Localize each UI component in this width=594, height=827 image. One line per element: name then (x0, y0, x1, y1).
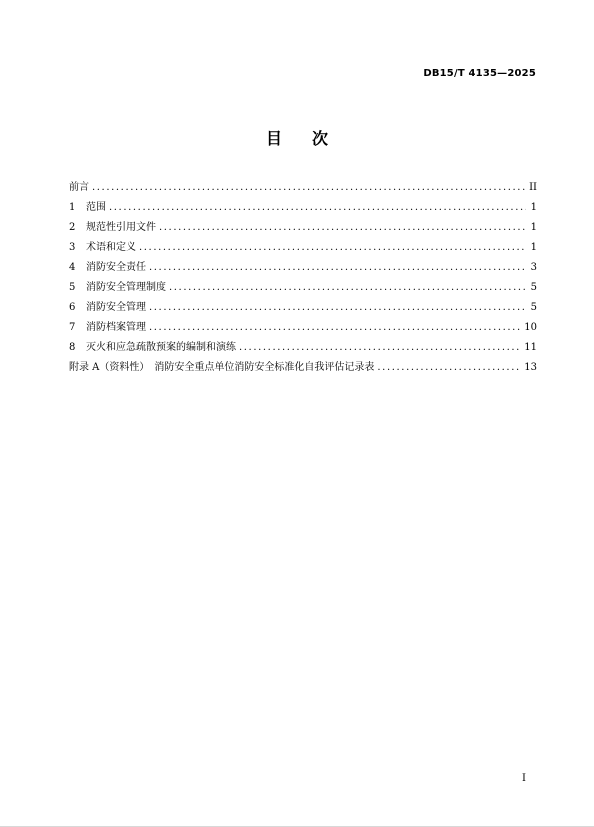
toc-item-page: 1 (530, 242, 537, 253)
page-title: 目次 (265, 129, 358, 148)
toc-item-label: 灭火和应急疏散预案的编制和演练 (86, 342, 236, 353)
page-number: I (522, 773, 526, 784)
toc-item-page: 13 (524, 362, 537, 373)
toc-leader (149, 258, 526, 278)
standard-code: DB15/T 4135—2025 (423, 68, 536, 79)
toc-item-page: 1 (530, 202, 537, 213)
toc-leader (139, 238, 526, 258)
toc-leader (149, 298, 526, 318)
toc-item-number: 8 (69, 342, 76, 353)
toc-item-label: 范围 (86, 202, 106, 213)
toc-item-page: 5 (530, 302, 537, 313)
toc-item-page: 5 (530, 282, 537, 293)
toc-item-page: 3 (530, 262, 537, 273)
toc-item-label: 消防安全管理 (86, 302, 146, 313)
toc-item-number: 4 (69, 262, 76, 273)
toc-item-label: 规范性引用文件 (86, 222, 156, 233)
toc-item-page: II (529, 182, 537, 193)
toc-item-number: 5 (69, 282, 76, 293)
toc-leader (239, 338, 521, 358)
toc-item-label: 消防安全责任 (86, 262, 146, 273)
toc-leader (149, 318, 521, 338)
toc-item-3[interactable] (69, 238, 537, 258)
toc-item-number: 6 (69, 302, 76, 313)
toc-item-number: 2 (69, 222, 76, 233)
toc-item-2[interactable] (69, 218, 537, 238)
toc-item-number: 1 (69, 202, 76, 213)
toc-item-label: 术语和定义 (86, 242, 136, 253)
toc-item-label: 附录 A（资料性） 消防安全重点单位消防安全标准化自我评估记录表 (69, 362, 375, 373)
toc-item-5[interactable] (69, 278, 537, 298)
toc-item-page: 10 (524, 322, 537, 333)
toc-item-appendix-a[interactable] (69, 358, 537, 378)
toc-item-page: 11 (524, 342, 537, 353)
table-of-contents (69, 178, 537, 378)
toc-item-1[interactable] (69, 198, 537, 218)
toc-leader (92, 178, 526, 198)
toc-item-page: 1 (530, 222, 537, 233)
toc-item-label: 消防档案管理 (86, 322, 146, 333)
toc-item-number: 7 (69, 322, 76, 333)
toc-item-4[interactable] (69, 258, 537, 278)
toc-item-label: 消防安全管理制度 (86, 282, 166, 293)
toc-leader (109, 198, 526, 218)
toc-item-6[interactable] (69, 298, 537, 318)
toc-leader (159, 218, 526, 238)
toc-leader (377, 358, 521, 378)
toc-leader (169, 278, 526, 298)
toc-item-number: 3 (69, 242, 76, 253)
toc-item-label: 前言 (69, 182, 89, 193)
toc-item-foreword[interactable] (69, 178, 537, 198)
toc-item-7[interactable] (69, 318, 537, 338)
toc-item-8[interactable] (69, 338, 537, 358)
